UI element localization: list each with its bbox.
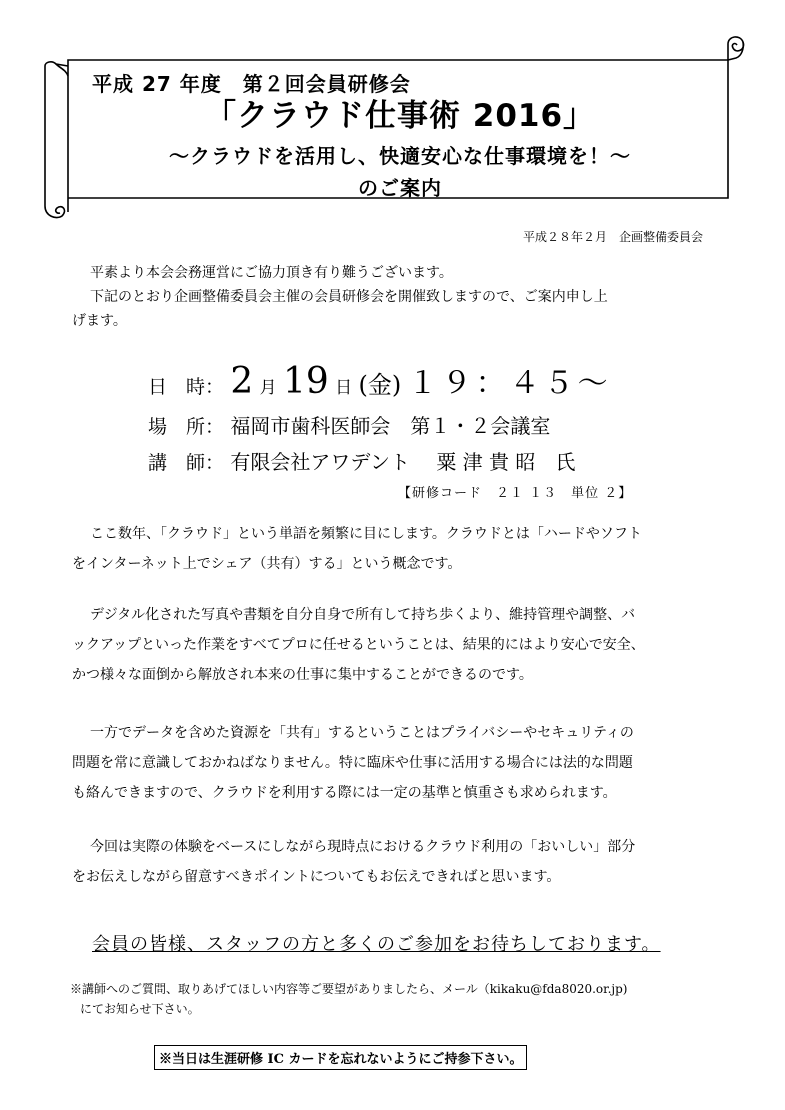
- body-paragraph: [72, 832, 740, 892]
- paragraph-line: をインターネット上でシェア（共有）する」という概念です。: [72, 556, 462, 572]
- place-label: 場 所：: [148, 416, 225, 438]
- closing-message: 会員の皆様、スタッフの方と多くのご参加をお待ちしております。: [92, 934, 661, 955]
- event-subtitle-line: 平成 27 年度 第２回会員研修会: [92, 72, 411, 96]
- month-unit: 月: [259, 378, 277, 398]
- day-unit: 日: [335, 378, 353, 398]
- paragraph-line: 問題を常に意識しておかねばなりません。特に臨床や仕事に活用する場合には法的な問題: [72, 755, 633, 771]
- lecturer-label: 講 師：: [148, 452, 225, 474]
- body-paragraph: [72, 519, 740, 579]
- course-code: 【研修コード ２１ １３ 単位 ２】: [398, 486, 633, 501]
- event-place-row: [148, 410, 550, 439]
- intro-line: 下記のとおり企画整備委員会主催の会員研修会を開催致しますので、ご案内申し上: [90, 289, 608, 305]
- event-title: 「クラウド仕事術 2016」: [204, 98, 596, 134]
- paragraph-line: ここ数年、「クラウド」という単語を頻繁に目にします。クラウドとは「ハードやソフト: [90, 526, 642, 542]
- contact-note: ※講師へのご質問、取りあげてほしい内容等ご要望がありましたら、メール（kikaku@fda8020.or.jp): [70, 982, 628, 996]
- event-day: 19: [282, 361, 329, 402]
- intro-line: 平素より本会会務運営にご協力頂き有り難うございます。: [90, 265, 453, 281]
- date-label: 日 時：: [148, 376, 225, 398]
- paragraph-line: デジタル化された写真や書類を自分自身で所有して持ち歩くより、維持管理や調整、バ: [90, 607, 636, 623]
- paragraph-line: かつ様々な面倒から解放され本来の仕事に集中することができるのです。: [72, 667, 533, 683]
- intro-line: げます。: [72, 313, 127, 329]
- event-time: １９：４５～: [407, 366, 612, 401]
- event-place: 福岡市歯科医師会 第１・２会議室: [230, 414, 551, 438]
- event-date-row: [148, 358, 612, 402]
- event-tagline: ～クラウドを活用し、快適安心な仕事環境を！～: [169, 144, 631, 168]
- event-lecturer: 有限会社アワデント 粟 津 貴 昭 氏: [230, 450, 576, 474]
- event-lecturer-row: [148, 446, 575, 475]
- body-paragraph: [72, 600, 740, 690]
- event-month: 2: [230, 361, 254, 402]
- issue-date-and-committee: 平成２８年２月 企画整備委員会: [522, 230, 703, 244]
- paragraph-line: も絡んできますので、クラウドを利用する際には一定の基準と慎重さも求められます。: [72, 785, 617, 801]
- contact-note: にてお知らせ下さい。: [80, 1002, 200, 1016]
- event-guide-heading: のご案内: [358, 176, 442, 200]
- paragraph-line: 一方でデータを含めた資源を「共有」するということはプライバシーやセキュリティの: [90, 725, 634, 741]
- event-weekday: (金): [358, 371, 402, 399]
- body-paragraph: [72, 718, 740, 808]
- paragraph-line: 今回は実際の体験をベースにしながら現時点におけるクラウド利用の「おいしい」部分: [90, 839, 636, 855]
- ic-card-reminder-box: ※当日は生涯研修 IC カードを忘れないようにご持参下さい。: [154, 1045, 527, 1070]
- paragraph-line: ックアップといった作業をすべてプロに任せるということは、結果的にはより安心で安全、: [72, 637, 645, 653]
- paragraph-line: をお伝えしながら留意すべきポイントについてもお伝えできればと思います。: [72, 869, 561, 885]
